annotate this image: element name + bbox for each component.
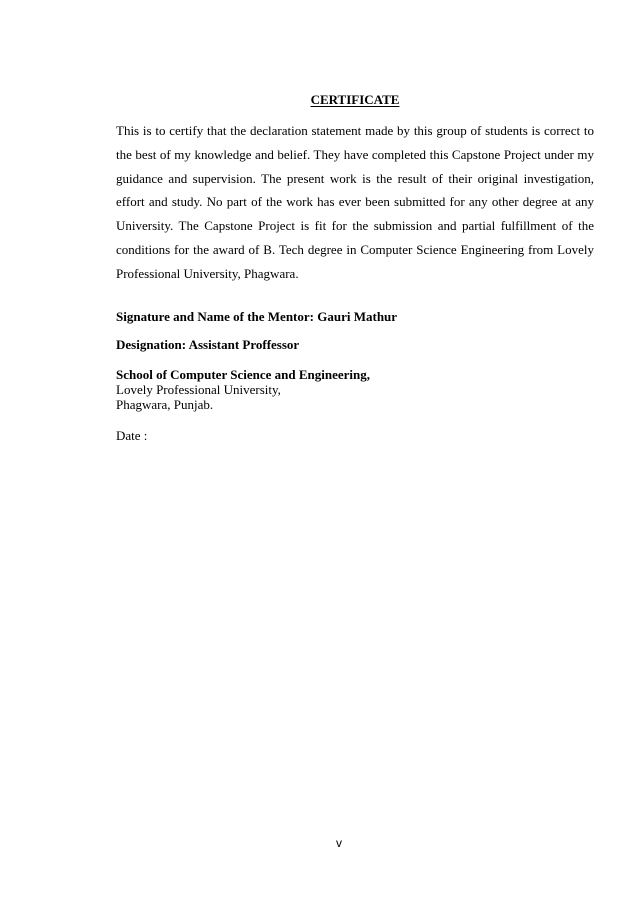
certificate-title: CERTIFICATE xyxy=(310,92,400,107)
date-label: Date : xyxy=(116,428,148,443)
university-location: Phagwara, Punjab. xyxy=(116,397,214,412)
university-name: Lovely Professional University, xyxy=(116,382,281,397)
mentor-affiliation xyxy=(116,367,370,412)
mentor-signature-line: Signature and Name of the Mentor: Gauri Mathur xyxy=(116,309,398,324)
school-name: School of Computer Science and Engineering, xyxy=(116,367,370,382)
page-number: v xyxy=(336,836,342,850)
mentor-designation-line: Designation: Assistant Proffessor xyxy=(116,337,300,352)
certificate-body: This is to certify that the declaration statement made by this group of students is correct to the best of my knowledge and belief. They have completed this Capstone Project under my guidance and supervision. The present work is the result of their original investigation, effort and study. No part of the work has ever been submitted for any other degree at any University. The Capstone Project is fit for the submission and partial fulfillment of the conditions for the award of B. Tech degree in Computer Science Engineering from Lovely Professional University, Phagwara. xyxy=(116,123,594,281)
